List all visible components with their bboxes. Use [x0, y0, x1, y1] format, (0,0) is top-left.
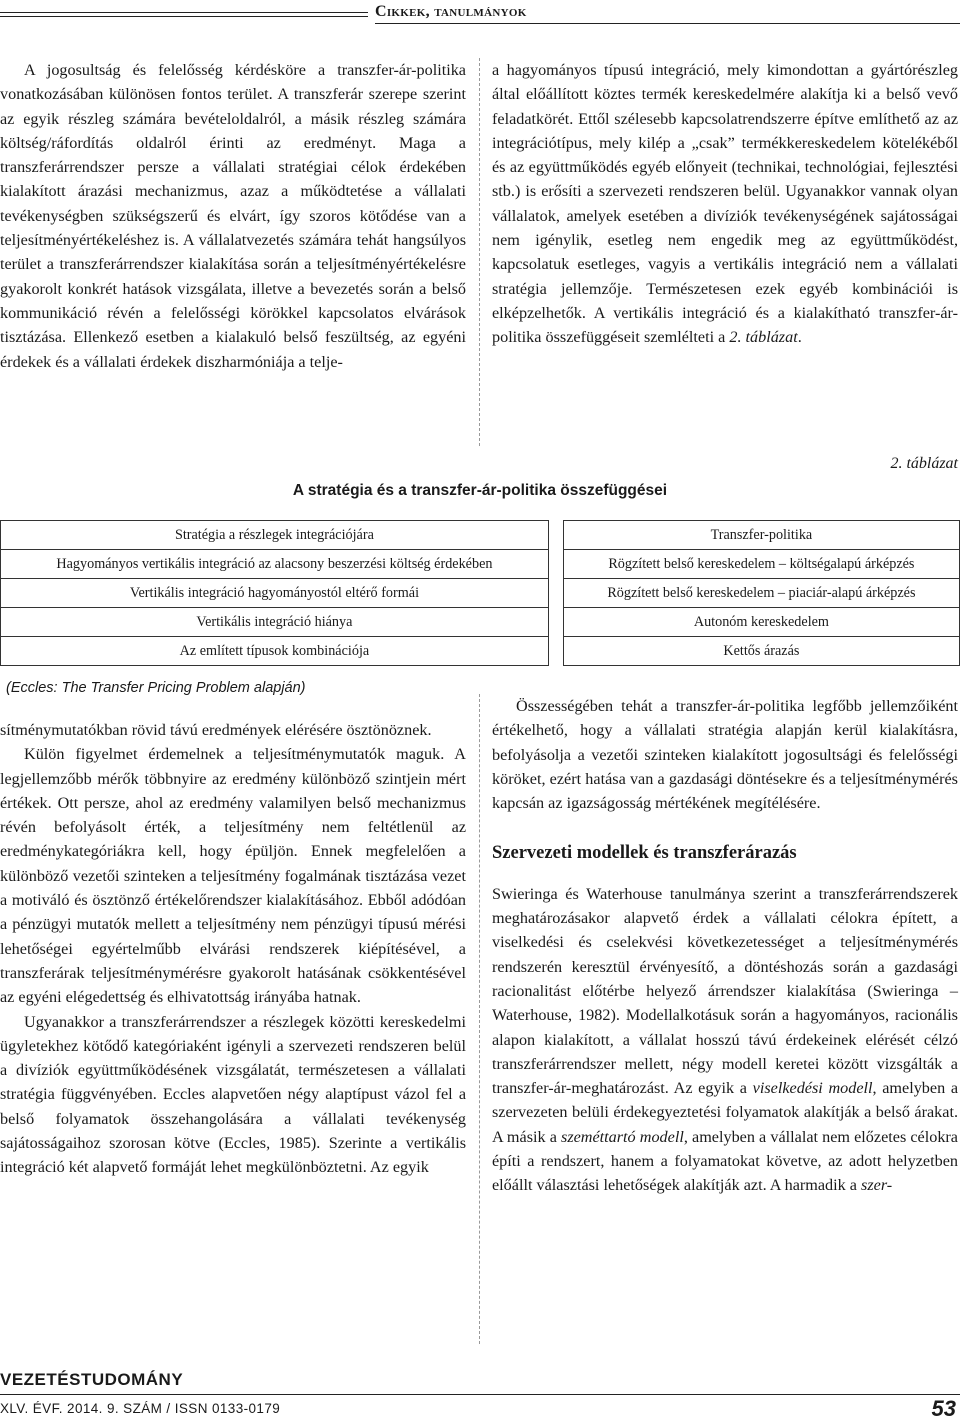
- table-label: 2. táblázat: [890, 455, 958, 472]
- table-source: (Eccles: The Transfer Pricing Problem alapján): [6, 680, 306, 696]
- paragraph: Ugyanakkor a transzferárrendszer a részlegek közötti kereskedelmi ügyletekhez kötődő kategóriaként igényli a szervezeti rendszeren belül a divíziók együttműködésének vizsgálatát, természetesen a vállalati stratégia függvényében. Eccles alapvetően négy alaptípust vázol fel a belső folyamatok összehangolására a vállalati tevékenység sajátosságaihoz szorosan kötve (Eccles, 1985). Szerinte a vertikális integráció két alapvető formáját lehet megkülönböztetni. Az egyik: [0, 1012, 466, 1177]
- text-run: , amelyben a vállalat nem előzetes célokra építi a rendszert, hanem a folyamatokat követve, az adott helyzetben előállt választási lehetőségek alakítják azt. A harmadik a: [492, 1127, 958, 1195]
- table-row: [1, 637, 960, 666]
- text-run: a hagyományos típusú integráció, mely kimondottan a gyártórészleg által előállított köztes termék kereskedelmére alakítja ki a belső vevő feladatkörét. Ettől szélesebb kapcsolatrendszerre építve említhető az az integrációtípus, mely kilép a „csak” termékkereskedelem kötelékéből és az együttműködés egyéb előnyeit (technikai, technológiai, fejlesztési stb.) is erősíti a szervezeti rendszeren belül. Ugyanakkor vannak olyan vállalatok, amelyek esetében a divíziók tevékenységének sajátosságai nem igénylik, esetleg nem engedik meg az együttműködést, kapcsolatuk esetleges, vagyis a vertikális integráció nem a vállalati stratégia jellemzője. Természetesen ezek egyéb kombinációi is elképzelhetők. A vertikális integráció és a kialakítható transzfer-ár-politika összefüggéseit szemlélteti a: [492, 61, 958, 347]
- table-row: [1, 608, 960, 637]
- journal-name: VEZETÉSTUDOMÁNY: [0, 1370, 184, 1389]
- emphasis: viselkedési modell: [752, 1079, 873, 1098]
- table-cell: Vertikális integráció hiánya: [1, 608, 549, 637]
- running-head: Cikkek, tanulmányok: [375, 3, 960, 24]
- paragraph: Külön figyelmet érdemelnek a teljesítménymutatók maguk. A legjellemzőbb mérők többnyire az eredmény különböző szintjein mért értékek. Ott persze, ahol az eredmény valamilyen belső mechanizmus révén befolyásolt érték, a teljesítmény nem feltétlenül az eredménykategóriákra kell, hogy épüljön. Ennek megfelelően a különböző vezetői szinteken a teljesítmény fogalmának tisztázása vezet a motiváló és ösztönző értékelőrendszer kialakításához. Ebből adódóan a pénzügyi mutatók mellett a teljesítmény nem pénzügyi típusú mérési lehetőségei egyértelműbb elvárási rendszerek kiépítésével, a transzferárak teljesítménymérésre gyakorolt hatásának csökkentésével az egyéni elégedettség és elhivatottság irányába hatnak.: [0, 745, 466, 1007]
- table-cell: Az említett típusok kombinációja: [1, 637, 549, 666]
- table-cell: Rögzített belső kereskedelem – költségalapú árképzés: [563, 550, 959, 579]
- table-cell: Kettős árazás: [563, 637, 959, 666]
- paragraph: [492, 882, 958, 1198]
- column-divider-bottom: [479, 694, 480, 1344]
- table-header-right: Transzfer-politika: [563, 521, 959, 550]
- footer-rule: [0, 1394, 960, 1395]
- table-reference: 2. táblázat: [729, 328, 798, 347]
- paragraph: A jogosultság és felelősség kérdésköre a transzfer-ár-politika vonatkozásában különösen fontos terület. A transzferár szerepe szerint az egyik részleg számára bevételoldalról, a másik részleg számára költség/ráfordítás oldalról érinti az eredményt. Maga a transzferárrendszer persze a vállalati stratégiai célok érdekében kialakított árazási mechanizmus, azaz a működtetése a vállalati tevékenységben szükségszerű és elvárt, így szoros kötődése van a teljesítményértékeléshez is. A vállalatvezetés számára tehát hangsúlyos terület a transzferárrendszer kialakítása során a teljesítményértékelésre gyakorolt konkrét hatások vizsgálata, illetve a bevezetés során a belső kommunikáció révén a felelősségi körökkel kapcsolatos elvárások tisztázása. Ellenkező esetben a kialakuló belső feszültség, az egyéni érdekek és a vállalati érdekek diszharmóniája a telje-: [0, 61, 466, 371]
- table-row: [1, 550, 960, 579]
- table-header-row: [1, 521, 960, 550]
- paragraph: [492, 58, 958, 350]
- left-column-bottom: [0, 718, 466, 1180]
- header-rule-bottom: [0, 16, 368, 17]
- journal-issue: XLV. ÉVF. 2014. 9. SZÁM / ISSN 0133-0179: [0, 1401, 281, 1416]
- header-rule-top: [0, 12, 368, 13]
- table-caption: A stratégia és a transzfer-ár-politika összefüggései: [292, 482, 668, 499]
- left-column-top: [0, 58, 466, 374]
- table-row: [1, 579, 960, 608]
- paragraph: Összességében tehát a transzfer-ár-politika legfőbb jellemzőiként értékelhető, hogy a vállalati stratégia alapján kerül kialakításra, befolyásolja a vezetői szinteken kialakított jogosultsági és felelősségi köröket, ezért hatása van a gazdasági döntésekre és a teljesítménymérés kapcsán az igazságosság mértékének megítélésére.: [492, 697, 958, 813]
- table-cell: Vertikális integráció hagyományostól eltérő formái: [1, 579, 549, 608]
- table-cell: Rögzített belső kereskedelem – piaciár-alapú árképzés: [563, 579, 959, 608]
- column-divider-top: [479, 58, 480, 446]
- paragraph: sítménymutatókban rövid távú eredmények elérésére ösztönöznek.: [0, 721, 432, 739]
- strategy-table: [0, 520, 960, 666]
- section-heading: Szervezeti modellek és transzferárazás: [492, 843, 797, 864]
- emphasis: szeméttartó modell: [561, 1127, 684, 1146]
- page-number: 53: [931, 1396, 956, 1421]
- text-run: , amelyben a szervezeten belüli érdekegyeztetési folyamatok alakítják a belső árakat. A másik a: [492, 1079, 959, 1146]
- table-cell: Hagyományos vertikális integráció az alacsony beszerzési költség érdekében: [1, 550, 549, 579]
- emphasis: szer-: [861, 1176, 893, 1195]
- text-run: .: [797, 328, 802, 347]
- text-run: Swieringa és Waterhouse tanulmánya szerint a transzferárrendszerek meghatározásakor alapvető érdek a vállalati célokra épített, a viselkedési és cselekvési következetességet a teljesítménymérés rendszerén keresztül érvényesítő, a döntéshozás során a gazdasági racionalitást előtérbe helyező árrendszer kialakítása (Swieringa – Waterhouse, 1982). Modellalkotásuk során a hagyományos, racionális alapon kialakított, a vállalat hosszú távú érdekeinek elérését célzó transzferárrendszer mellett, négy modell keretei között vizsgálták a transzfer-ár-meghatározást. Az egyik a: [492, 884, 958, 1098]
- table-header-left: Stratégia a részlegek integrációjára: [1, 521, 549, 550]
- table-cell: Autonóm kereskedelem: [563, 608, 959, 637]
- right-column-bottom: [492, 694, 958, 1198]
- right-column-top: [492, 58, 958, 350]
